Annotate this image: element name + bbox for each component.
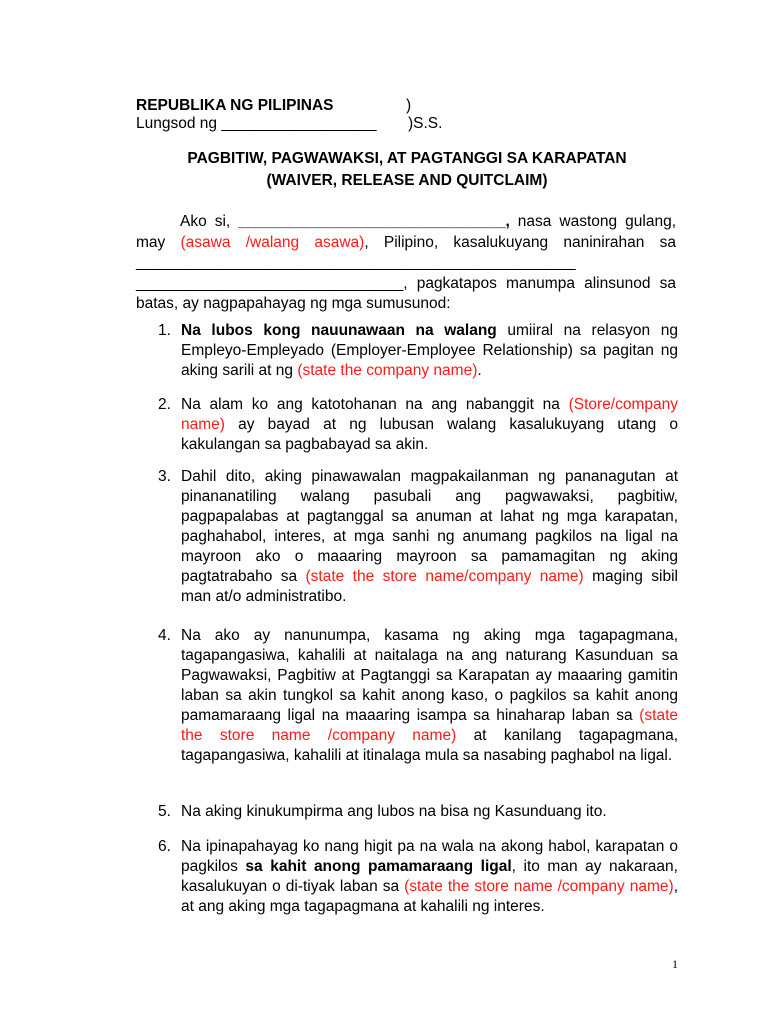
item-number: 3. (158, 468, 171, 485)
list-item (136, 321, 678, 381)
item-text-part: Na ako ay nanunumpa, kasama ng aking mga tagapagmana, tagapangasiwa, kahalili at naitalaga na ang naturang Kasunduan sa Pagwawaksi, Pagbitiw at Pagtanggi sa Karapatan ay maaaring gamitin laban sa akin tungkol sa kahit anong kaso, o pagkilos sa kahit anong pamamaraang ligal na maaaring isampa sa hinaharap laban sa (181, 627, 678, 724)
item-text-bold: sa kahit anong pamamaraang ligal (245, 858, 512, 875)
item-number: 4. (158, 627, 171, 644)
header-line2-ss: )S.S. (408, 115, 443, 132)
item-number: 5. (158, 803, 171, 820)
item-text-bold: Na lubos kong nauunawaan na walang (181, 322, 497, 339)
item-text (181, 395, 678, 455)
item-text-part: ay bayad at ng lubusan walang kasalukuyang utang o kakulangan sa pagbabayad sa akin. (181, 416, 678, 453)
header-lungsod (136, 114, 443, 134)
item-text-part: maging sibil man at/o administratibo. (181, 568, 679, 605)
company-name-placeholder: (state the store name /company name) (181, 707, 678, 744)
header-line2: Lungsod ng __________________ (136, 115, 377, 132)
item-text-part: Na alam ko ang katotohanan na ang nabanggit na (181, 396, 569, 413)
company-name-placeholder: (state the store name/company name) (305, 568, 584, 585)
document-subtitle: (WAIVER, RELEASE AND QUITCLAIM) (266, 172, 548, 189)
intro-part1: Ako si, (180, 213, 239, 230)
name-blank: _______________________________, (238, 213, 510, 230)
civil-status-placeholder: (asawa /walang asawa) (180, 233, 365, 251)
item-text-part: Na ipinapahayag ko nang higit pa na wala na akong habol, karapatan o pagkilos (181, 838, 678, 875)
item-number: 1. (158, 322, 171, 339)
company-name-placeholder: (state the company name) (297, 362, 478, 379)
header-line1-paren: ) (406, 97, 412, 114)
item-text (181, 467, 678, 607)
item-number: 2. (158, 396, 171, 413)
list-item (136, 467, 678, 607)
item-text (181, 837, 678, 917)
item-text-part: , ito man ay nakaraan, kasalukuyan o di-tiyak laban sa (181, 858, 678, 895)
item-number: 6. (158, 838, 171, 855)
header-republika (136, 96, 412, 116)
item-text (181, 321, 678, 381)
item-text (181, 802, 678, 822)
intro-paragraph (136, 212, 676, 315)
list-item (136, 626, 678, 766)
item-text-part: umiiral na relasyon ng Empleyo-Empleyado (Employer-Employee Relationship) sa pagitan ng aking sarili at ng (181, 322, 678, 379)
page-number: 1 (672, 957, 678, 971)
intro-part2: nasa wastong gulang, may (136, 213, 676, 251)
document-title: PAGBITIW, PAGWAWAKSI, AT PAGTANGGI SA KARAPATAN (187, 150, 627, 167)
list-item (136, 837, 678, 917)
intro-part3: , Pilipino, kasalukuyang naninirahan sa ___________________________________________________ _______________________________, pagkatapos manumpa alinsunod sa batas, ay nagpapahayag ng mga sumusunod: (136, 233, 676, 312)
item-text-part: , at ang aking mga tagapagmana at kahalili ng interes. (181, 878, 678, 915)
item-text-part: . (477, 362, 482, 379)
header-line1: REPUBLIKA NG PILIPINAS (136, 97, 334, 114)
list-item (136, 395, 678, 455)
item-text (181, 626, 678, 766)
list-item (136, 802, 678, 822)
company-name-placeholder: (state the store name /company name) (404, 878, 674, 895)
item-text-part: Dahil dito, aking pinawawalan magpakailanman ng pananagutan at pinananatiling walang pasubali ang pagwawaksi, pagbitiw, pagpapalabas at pagtanggal sa anuman at lahat ng mga karapatan, paghahabol, interes, at mga sanhi ng anumang pagkilos na ligal na mayroon ako o maaaring mayroon sa pamamagitan ng aking pagtatrabaho sa (181, 468, 678, 585)
item-text-part: Na aking kinukumpirma ang lubos na bisa ng Kasunduang ito. (181, 803, 607, 820)
company-name-placeholder: (Store/company name) (181, 396, 678, 433)
item-text-part: at kanilang tagapagmana, tagapangasiwa, kahalili at itinalaga mula sa nasabing paghabol na ligal. (181, 727, 678, 764)
